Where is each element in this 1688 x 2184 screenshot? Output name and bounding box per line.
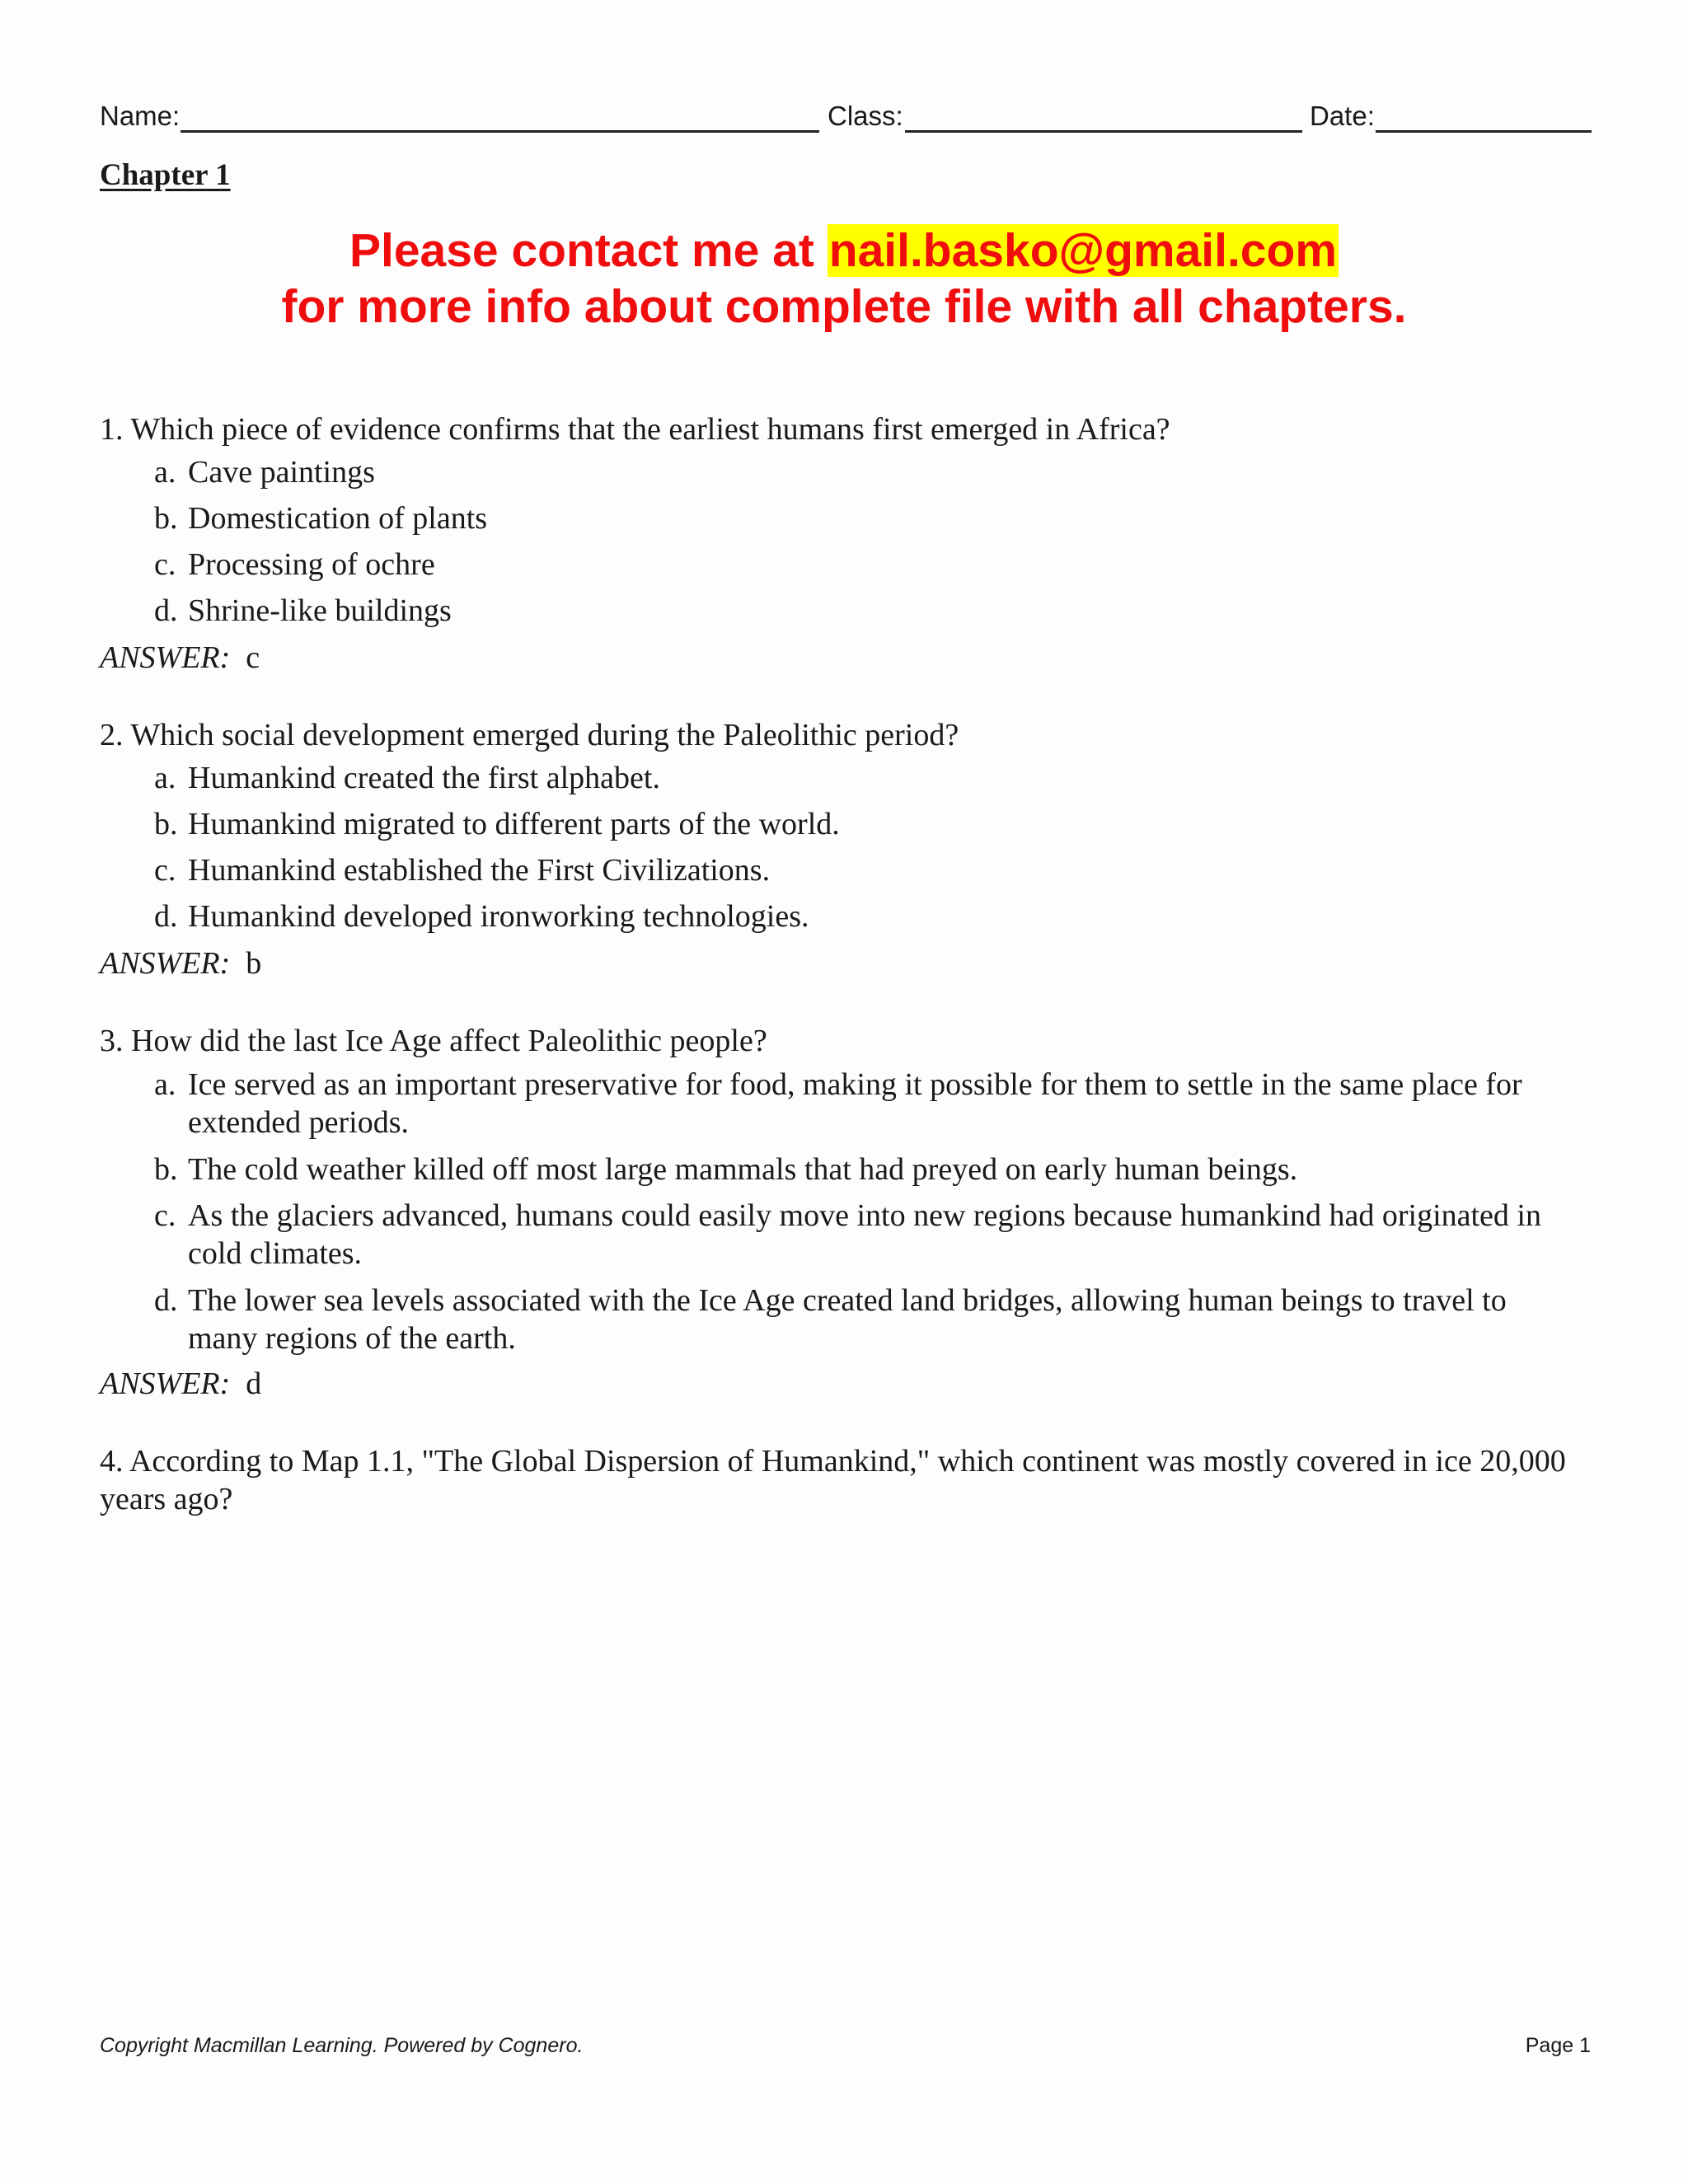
question-3-answer xyxy=(100,1365,261,1403)
student-info-header xyxy=(100,97,1592,135)
question-1-option-b xyxy=(154,499,1555,537)
class-blank-line xyxy=(905,130,1302,133)
chapter-title: Chapter 1 xyxy=(100,158,231,192)
answer-label: ANSWER: xyxy=(100,946,231,981)
question-3-option-d xyxy=(154,1282,1555,1357)
option-text: Ice served as an important preservative for food, making it possible for them to settle in the same place for extended periods. xyxy=(188,1067,1522,1140)
footer-copyright: Copyright Macmillan Learning. Powered by Cognero. xyxy=(100,2034,584,2057)
option-letter: a. xyxy=(154,455,176,490)
question-2-option-a xyxy=(154,759,1555,797)
question-1-option-d xyxy=(154,592,1555,630)
option-letter: d. xyxy=(154,1283,178,1318)
answer-label: ANSWER: xyxy=(100,1366,231,1401)
question-3-option-a xyxy=(154,1066,1555,1141)
question-1: 1. Which piece of evidence confirms that the earliest humans first emerged in Africa? xyxy=(100,412,1170,447)
question-2-option-d xyxy=(154,898,1555,935)
question-3: 3. How did the last Ice Age affect Paleolithic people? xyxy=(100,1024,767,1058)
question-1-answer xyxy=(100,639,260,677)
question-1-option-c xyxy=(154,546,1555,583)
option-letter: a. xyxy=(154,1067,176,1102)
promo-line-1 xyxy=(0,223,1688,279)
option-text: Humankind migrated to different parts of the world. xyxy=(188,807,840,841)
option-text: Processing of ochre xyxy=(188,547,435,582)
question-1-option-a xyxy=(154,453,1555,491)
promo-line-2: for more info about complete file with all chapters. xyxy=(281,280,1407,333)
answer-label: ANSWER: xyxy=(100,640,231,675)
option-letter: b. xyxy=(154,807,178,841)
question-3-option-b xyxy=(154,1151,1555,1188)
question-2-option-c xyxy=(154,851,1555,889)
question-2: 2. Which social development emerged during the Paleolithic period? xyxy=(100,718,959,752)
option-letter: d. xyxy=(154,899,178,934)
question-2-option-b xyxy=(154,805,1555,843)
name-label: Name: xyxy=(100,101,181,131)
answer-value: b xyxy=(246,946,262,981)
option-letter: c. xyxy=(154,1198,176,1233)
date-label: Date: xyxy=(1310,101,1375,131)
option-text: The lower sea levels associated with the Ice Age created land bridges, allowing human beings to travel to many regions of the earth. xyxy=(188,1283,1507,1356)
class-label: Class: xyxy=(828,101,903,131)
question-2-answer xyxy=(100,944,261,982)
promo-prefix: Please contact me at xyxy=(349,224,828,277)
option-text: Cave paintings xyxy=(188,455,375,490)
date-blank-line xyxy=(1376,130,1592,133)
option-letter: a. xyxy=(154,761,176,795)
option-letter: c. xyxy=(154,547,176,582)
option-letter: b. xyxy=(154,501,178,536)
option-text: Humankind developed ironworking technologies. xyxy=(188,899,809,934)
option-text: Shrine-like buildings xyxy=(188,593,452,628)
answer-value: d xyxy=(246,1366,262,1401)
footer-page-number: Page 1 xyxy=(1525,2034,1591,2057)
question-4: 4. According to Map 1.1, "The Global Dispersion of Humankind," which continent was mostly covered in ice 20,000 years ago? xyxy=(100,1444,1566,1516)
answer-value: c xyxy=(246,640,260,675)
option-text: The cold weather killed off most large mammals that had preyed on early human beings. xyxy=(188,1152,1298,1187)
option-text: Humankind created the first alphabet. xyxy=(188,761,660,795)
name-blank-line xyxy=(181,130,819,133)
option-text: Domestication of plants xyxy=(188,501,488,536)
option-text: Humankind established the First Civilizations. xyxy=(188,853,771,888)
option-letter: c. xyxy=(154,853,176,888)
option-letter: d. xyxy=(154,593,178,628)
option-text: As the glaciers advanced, humans could easily move into new regions because humankind had originated in cold climates. xyxy=(188,1198,1541,1271)
promo-email-link[interactable]: nail.basko@gmail.com xyxy=(828,224,1338,277)
option-letter: b. xyxy=(154,1152,178,1187)
question-3-option-c xyxy=(154,1197,1555,1272)
